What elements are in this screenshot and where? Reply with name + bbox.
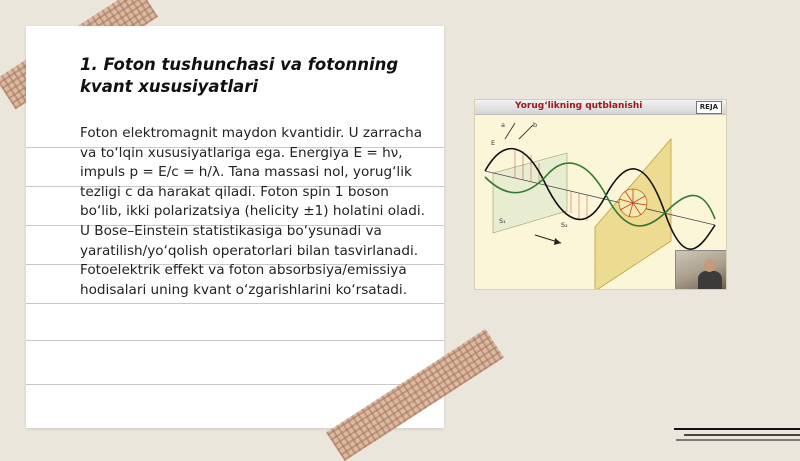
presenter-video-thumbnail[interactable]: [675, 250, 726, 289]
polarization-figure: [474, 99, 727, 290]
label-e: E: [491, 139, 496, 147]
label-a: a: [501, 121, 505, 129]
paper-rule-line: [26, 303, 444, 304]
direction-arrowhead: [554, 238, 561, 245]
paper-rule-line: [26, 384, 444, 385]
lined-note-paper: [26, 26, 444, 428]
reja-button[interactable]: REJA: [696, 101, 722, 114]
vector-arrow-b: [519, 125, 533, 139]
figure-title: Yorug‘likning qutblanishi: [515, 101, 643, 111]
decorative-lines: [674, 426, 800, 446]
figure-header-bar: [475, 100, 726, 115]
vector-arrow-a: [505, 123, 515, 139]
label-s2: S₂: [561, 221, 568, 229]
slide-title: 1. Foton tushunchasi va fotonning kvant xususiyatlari: [80, 55, 399, 96]
label-s1: S₁: [499, 217, 506, 225]
presenter-head: [704, 259, 715, 272]
slide-body-text: Foton elektromagnit maydon kvantidir. U zarracha va to‘lqin xususiyatlariga ega. Energiya E = hν, impuls p = E/c = h/λ. Tana massasi nol, yorug‘lik tezligi c da harakat qiladi. Foton spin 1 boson bo‘lib, ikki polarizatsiya (helicity ±1) holatini oladi. U Bose–Einstein statistikasiga bo‘ysunadi va yaratilish/yo‘qolish operatorlari bilan tasvirlanadi. Fotoelektrik effekt va foton absorbsiya/emissiya hodisalari uning kvant o‘zgarishlarini ko‘rsatadi.: [80, 125, 425, 298]
paper-rule-line: [26, 340, 444, 341]
label-b: b: [533, 121, 538, 129]
presenter-torso: [698, 271, 722, 289]
